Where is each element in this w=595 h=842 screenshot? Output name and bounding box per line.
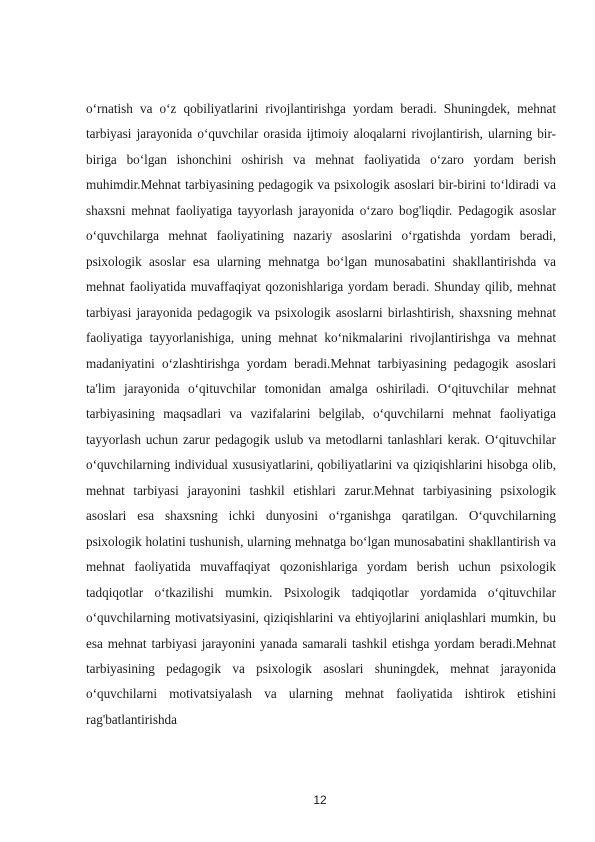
page-number: 12: [313, 793, 327, 807]
body-paragraph: o‘rnatish va o‘z qobiliyatlarini rivojlantirishga yordam beradi. Shuningdek, mehnat tarbiyasi jarayonida o‘quvchilar orasida ijtimoiy aloqalarni rivojlantirish, ularning bir-biriga bo‘lgan ishonchini oshirish va mehnat faoliyatida o‘zaro yordam berish muhimdir.Mehnat tarbiyasining pedagogik va psixologik asoslari bir-birini to‘ldiradi va shaxsni mehnat faoliyatiga tayyorlash jarayonida o‘zaro bog'liqdir. Pedagogik asoslar o‘quvchilarga mehnat faoliyatining nazariy asoslarini o‘rgatishda yordam beradi, psixologik asoslar esa ularning mehnatga bo‘lgan munosabatini shakllantirishda va mehnat faoliyatida muvaffaqiyat qozonishlariga yordam beradi. Shunday qilib, mehnat tarbiyasi jarayonida pedagogik va psixologik asoslarni birlashtirish, shaxsning mehnat faoliyatiga tayyorlanishiga, uning mehnat ko‘nikmalarini rivojlantirishga va mehnat madaniyatini o‘zlashtirishga yordam beradi.Mehnat tarbiyasining pedagogik asoslari ta'lim jarayonida o‘qituvchilar tomonidan amalga oshiriladi. O‘qituvchilar mehnat tarbiyasining maqsadlari va vazifalarini belgilab, o‘quvchilarni mehnat faoliyatiga tayyorlash uchun zarur pedagogik uslub va metodlarni tanlashlari kerak. O‘qituvchilar o‘quvchilarning individual xususiyatlarini, qobiliyatlarini va qiziqishlarini hisobga olib, mehnat tarbiyasi jarayonini tashkil etishlari zarur.Mehnat tarbiyasining psixologik asoslari esa shaxsning ichki dunyosini o‘rganishga qaratilgan. O‘quvchilarning psixologik holatini tushunish, ularning mehnatga bo‘lgan munosabatini shakllantirish va mehnat faoliyatida muvaffaqiyat qozonishlariga yordam berish uchun psixologik tadqiqotlar o‘tkazilishi mumkin. Psixologik tadqiqotlar yordamida o‘qituvchilar o‘quvchilarning motivatsiyasini, qiziqishlarini va ehtiyojlarini aniqlashlari mumkin, bu esa mehnat tarbiyasi jarayonini yanada samarali tashkil etishga yordam beradi.Mehnat tarbiyasining pedagogik va psixologik asoslari shuningdek, mehnat jarayonida o‘quvchilarni motivatsiyalash va ularning mehnat faoliyatida ishtirok etishini rag'batlantirishda: [86, 101, 556, 727]
